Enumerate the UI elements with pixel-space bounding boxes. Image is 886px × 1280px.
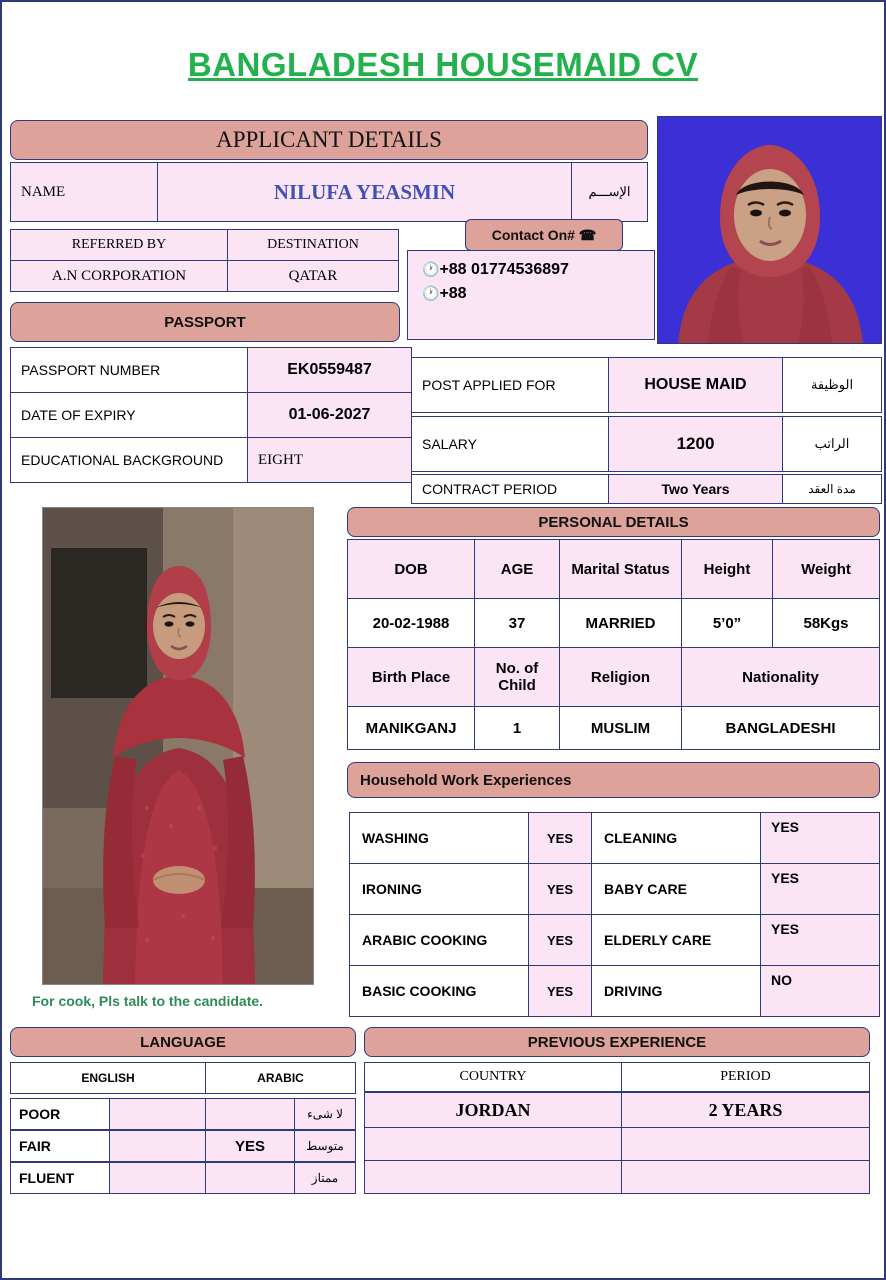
prev-country-value — [364, 1127, 622, 1161]
household-answer: YES — [528, 812, 592, 864]
passport-section-header: PASSPORT — [10, 302, 400, 342]
language-level-fluent: FLUENT — [10, 1162, 110, 1194]
household-answer: NO — [760, 965, 880, 1017]
previous-experience-header: PREVIOUS EXPERIENCE — [364, 1027, 870, 1057]
education-label: EDUCATIONAL BACKGROUND — [10, 437, 248, 483]
passport-number-label: PASSPORT NUMBER — [10, 347, 248, 393]
weight-value: 58Kgs — [772, 598, 880, 648]
household-task: BABY CARE — [591, 863, 761, 915]
language-level-fair: FAIR — [10, 1130, 110, 1162]
name-label: NAME — [10, 162, 158, 222]
referred-by-label: REFERRED BY — [10, 229, 228, 261]
household-task: BASIC COOKING — [349, 965, 529, 1017]
age-value: 37 — [474, 598, 560, 648]
post-applied-label: POST APPLIED FOR — [411, 357, 609, 413]
nationality-value: BANGLADESHI — [681, 706, 880, 750]
language-fluent-arabic-label: ممتاز — [294, 1162, 356, 1194]
language-fluent-arabic — [205, 1162, 295, 1194]
household-task: CLEANING — [591, 812, 761, 864]
phone-number-1: 🕐+88 01774536897 — [422, 261, 569, 278]
household-answer: YES — [528, 914, 592, 966]
height-value: 5’0” — [681, 598, 773, 648]
name-label-arabic: الإســـم — [571, 162, 648, 222]
salary-arabic: الراتب — [782, 416, 882, 472]
applicant-full-photo — [42, 507, 314, 985]
referred-by-value: A.N CORPORATION — [10, 260, 228, 292]
destination-label: DESTINATION — [227, 229, 399, 261]
household-answer: YES — [528, 965, 592, 1017]
prev-period-value: 2 YEARS — [621, 1092, 870, 1128]
passport-expiry-label: DATE OF EXPIRY — [10, 392, 248, 438]
household-task: ARABIC COOKING — [349, 914, 529, 966]
salary-label: SALARY — [411, 416, 609, 472]
phone-number-2: 🕐+88 — [422, 285, 467, 302]
contact-numbers-box — [407, 250, 655, 340]
no-of-child-value: 1 — [474, 706, 560, 750]
household-work-header: Household Work Experiences — [347, 762, 880, 798]
applicant-details-header: APPLICANT DETAILS — [10, 120, 648, 160]
applicant-passport-photo — [657, 116, 882, 344]
weight-header: Weight — [772, 539, 880, 599]
household-task: DRIVING — [591, 965, 761, 1017]
marital-status-header: Marital Status — [559, 539, 682, 599]
no-of-child-header: No. of Child — [474, 647, 560, 707]
prev-period-header: PERIOD — [621, 1062, 870, 1092]
name-value: NILUFA YEASMIN — [157, 162, 572, 222]
dob-header: DOB — [347, 539, 475, 599]
language-fair-arabic: YES — [205, 1130, 295, 1162]
passport-number-value: EK0559487 — [247, 347, 412, 393]
language-fair-english — [109, 1130, 206, 1162]
religion-value: MUSLIM — [559, 706, 682, 750]
contact-on-header: Contact On# ☎ — [465, 219, 623, 251]
nationality-header: Nationality — [681, 647, 880, 707]
personal-details-header: PERSONAL DETAILS — [347, 507, 880, 537]
prev-period-value — [621, 1127, 870, 1161]
household-answer: YES — [528, 863, 592, 915]
language-arabic-header: ARABIC — [205, 1062, 356, 1094]
religion-header: Religion — [559, 647, 682, 707]
contract-period-value: Two Years — [608, 474, 783, 504]
education-value: EIGHT — [247, 437, 412, 483]
language-poor-english — [109, 1098, 206, 1130]
page-title: BANGLADESH HOUSEMAID CV — [187, 46, 699, 83]
household-task: ELDERLY CARE — [591, 914, 761, 966]
prev-country-value — [364, 1160, 622, 1194]
marital-status-value: MARRIED — [559, 598, 682, 648]
dob-value: 20-02-1988 — [347, 598, 475, 648]
birth-place-value: MANIKGANJ — [347, 706, 475, 750]
household-task: WASHING — [349, 812, 529, 864]
destination-value: QATAR — [227, 260, 399, 292]
household-task: IRONING — [349, 863, 529, 915]
clock-icon: 🕐 — [422, 285, 440, 301]
household-answer: YES — [760, 914, 880, 966]
prev-period-value — [621, 1160, 870, 1194]
post-applied-arabic: الوظيفة — [782, 357, 882, 413]
prev-country-value: JORDAN — [364, 1092, 622, 1128]
household-answer: YES — [760, 812, 880, 864]
post-applied-value: HOUSE MAID — [608, 357, 783, 413]
language-fluent-english — [109, 1162, 206, 1194]
contract-period-arabic: مدة العقد — [782, 474, 882, 504]
age-header: AGE — [474, 539, 560, 599]
language-level-poor: POOR — [10, 1098, 110, 1130]
cook-note: For cook, Pls talk to the candidate. — [32, 993, 264, 1009]
salary-value: 1200 — [608, 416, 783, 472]
household-answer: YES — [760, 863, 880, 915]
prev-country-header: COUNTRY — [364, 1062, 622, 1092]
language-poor-arabic — [205, 1098, 295, 1130]
birth-place-header: Birth Place — [347, 647, 475, 707]
clock-icon: 🕐 — [422, 261, 440, 277]
language-english-header: ENGLISH — [10, 1062, 206, 1094]
passport-expiry-value: 01-06-2027 — [247, 392, 412, 438]
height-header: Height — [681, 539, 773, 599]
language-header: LANGUAGE — [10, 1027, 356, 1057]
contract-period-label: CONTRACT PERIOD — [411, 474, 609, 504]
language-poor-arabic-label: لا شىء — [294, 1098, 356, 1130]
language-fair-arabic-label: متوسط — [294, 1130, 356, 1162]
